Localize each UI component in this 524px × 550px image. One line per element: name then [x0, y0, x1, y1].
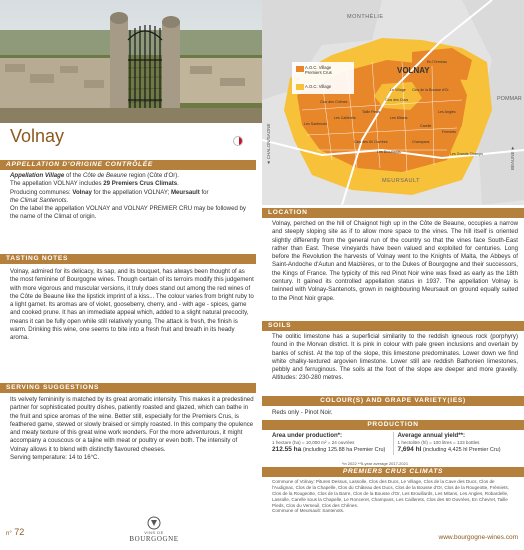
wine-glass-icon — [144, 516, 164, 530]
location-heading: LOCATION — [262, 208, 524, 218]
area-conversion: 1 hectare (ha) = 10,000 m² = 24 ouvrées — [272, 440, 355, 446]
logo-big-text: BOURGOGNE — [129, 535, 179, 544]
soils-heading: SOILS — [262, 321, 524, 331]
page-prefix: n° — [6, 531, 12, 537]
premier-legend-swatch — [296, 66, 304, 72]
map-label-monthelie: MONTHÉLIE — [347, 14, 384, 20]
page-number-value: 72 — [14, 527, 25, 537]
map-label-pommard: POMMAR — [497, 96, 522, 102]
legend-premiers: Premiers Crus — [305, 70, 332, 76]
map-climat-label: Les Brouillards — [377, 150, 401, 154]
village-legend-swatch — [296, 84, 304, 90]
production-footnote: *in 2022 **5-year average 2017-2021 — [342, 461, 409, 466]
serving-text: Its velvety femininity is matched by its great aromatic intensity. This makes it a predestined partner for sophisticated poultry dishes, patiently roasted and glazed, which can bathe in the fruit and spice aromas of the wine. Better still, especially for the Premiers Crus, is feathered game, stewed or slowly braised or simply roasted. In this company the opulence and meaty texture of this great wine work wonders. For the more adventurous, it might accompany a couscous or a tajine with meat or poultry or even both. The intensity of Volnay allows it to blend with distinctly flavoured cheeses. — [10, 396, 254, 453]
aoc-heading: APPELLATION D'ORIGINE CONTRÔLÉE — [0, 160, 256, 170]
map-climat-label: Clos des Ducs — [385, 98, 409, 102]
area-section — [272, 432, 393, 455]
aoc-text: region (Côte d'Or). — [126, 172, 179, 179]
yield-value: 7,694 hl — [397, 446, 422, 454]
area-value: 212.55 ha — [272, 446, 302, 454]
map-climat-label: Clos des 60 Ouvrées — [354, 140, 388, 144]
map-climat-label: Les Grands Champs — [450, 152, 483, 156]
colours-heading: COLOUR(S) AND GRAPE VARIETY(IES) — [262, 396, 524, 406]
climats-heading: PREMIERS CRUS CLIMATS — [262, 467, 524, 477]
map-title: VOLNAY — [397, 66, 430, 75]
map-climat-label: Carelle — [420, 124, 432, 128]
aoc-text: of the — [64, 172, 83, 179]
aoc-text: The appellation VOLNAY includes — [10, 180, 104, 188]
map-label-beaune: BEAUNE ► — [510, 145, 515, 170]
aoc-text: for the appellation VOLNAY; — [91, 188, 171, 196]
climats-text: Commune of Volnay: Pitures Dessus, Lassolle, Clos des Ducs, Le Village, Clos de la Cave des Ducs, Clos de l'Audignac, Clos de la Chapelle, Clos du Château des Ducs, Clos de la Bousse d'Or, Clos de la Rougeotte, Frémiets, Clos de la Rougeotte, Clos de la Barre, Clos de la Bousse d'Or, Les Brouillards, Les Mitans, Les Angles, Robardelle, Lassolle, Carelle sous la Chapelle, Le Ronceret, Champans, Les Caillerets, Clos des 60 Ouvrées, En Chevret, Taille Pieds, Clos du Verseuil, Clos des Chênes. — [272, 479, 509, 508]
bourgogne-logo — [106, 516, 202, 544]
aoc-commune: Volnay — [72, 188, 92, 196]
production-heading: PRODUCTION — [262, 420, 524, 430]
right-page — [262, 0, 524, 550]
yield-conversion: 1 hectolitre (hl) = 100 litres = 133 bottles — [397, 440, 480, 446]
page-number — [6, 526, 24, 538]
serving-heading: SERVING SUGGESTIONS — [0, 383, 256, 393]
map-climat-label: Fremiets — [442, 130, 456, 134]
legend-aoc: A.O.C. Village — [305, 65, 332, 70]
vineyard-gate-photo — [0, 0, 262, 123]
aoc-village: Appellation Village — [10, 172, 65, 179]
map-climat-label: Champans — [412, 140, 430, 144]
serving-temp: Serving temperature: 14 to 16°C. — [10, 453, 100, 461]
aoc-text: for — [199, 188, 209, 196]
colours-text: Reds only - Pinot Noir. — [272, 409, 333, 416]
aoc-text: Producing communes: — [10, 188, 73, 196]
map-climat-label: Les Angles — [438, 110, 456, 114]
area-detail: (including 125.88 ha Premier Cru) — [302, 447, 386, 454]
aoc-region: Côte de Beaune — [82, 172, 127, 179]
aoc-commune: Meursault — [170, 188, 200, 196]
yield-detail: (including 4,425 hl Premier Cru) — [422, 447, 501, 454]
website-link[interactable]: www.bourgogne-wines.com — [438, 534, 518, 541]
aoc-label-note: On the label the appellation VOLNAY and VOLNAY PREMIER CRU may be followed by the name of the Climat of origin. — [10, 205, 246, 221]
map-climat-label: Les Caillerets — [334, 116, 356, 120]
map-climat-label: Clos des Chênes — [320, 100, 348, 104]
aoc-text: . — [177, 180, 179, 188]
legend-village: A.O.C. Village — [305, 84, 332, 89]
french-flag-icon — [233, 136, 243, 146]
soils-text: The oolitic limestone has a superficial similarity to the reddish igneous rock (porphyry) found in the Morvan district. It is pink in colour with pale green inclusions and overlain by banks of schist. At the top of the slope, this limestone predominates. Lower down we find white chalky-textured argovien limestone. Lower still are reddish Bathonien limestones, pebbly and ferruginous. The soils at the foot of the slope are deeper and more gravelly. Altitudes: 230-280 metres. — [272, 333, 518, 382]
climats-meursault: Commune of Meursault: Santenots. — [272, 508, 345, 514]
tasting-text: Volnay, admired for its delicacy, its sap, and its bouquet, has always been thought of as the most feminine of Bourgogne wines. Though certain of its terroirs modify this judgement with more vigorous and muscular versions, it truly does stand out among the red wines of the Côte de Beaune like the lipstick imprint of a kiss... The colour varies from bright ruby to a light garnet. Its aromas are of violet, gooseberry, cherry, and - with age - spices, game and cooked prune. It has an immediate appeal which, added to a slight natural precocity, means it can be fully open while still relatively young. The attack is fresh, the finish is warm. Drinking this wine, one seems to bite into a fresh fruit and breath in its heady aroma. — [10, 268, 254, 342]
map-climat-label: Le Village — [390, 88, 406, 92]
map-label-meursault: MEURSAULT — [382, 178, 421, 184]
aoc-premiers-count: 29 Premiers Crus Climats — [103, 180, 178, 188]
page-title: Volnay — [10, 126, 65, 146]
map-climat-label: Les Mitans — [390, 116, 408, 120]
location-text: Volnay, perched on the hill of Chaignot high up in the Côte de Beaune, occupies a narrow and steeply sloping site as if to allow more space to the vines. The hill itself is oriented slightly differently from the general run of the country so that the vines face South-East rather than East. These vineyards have been valued and exploited for centuries. Long before the Revolution the harvests of Volnay went to the Knights of Malta, the Abbeys of Saint-Andoche d'Autun and Maizières, or to the Dukes of Bourgogne and their successors, the Kings of France. The typicity of this red Pinot Noir wine was fixed as early as the 18th century. It gained its controlled appellation status in 1937. The appellation Volnay is twinned with Volnay-Santenots, grown in neighbouring Meursault on ground equally suited to the Pinot Noir grape. — [272, 220, 518, 302]
map-climat-label: Clos de la Bousse d'Or — [412, 88, 449, 92]
tasting-heading: TASTING NOTES — [0, 254, 256, 264]
yield-section — [393, 432, 519, 455]
map-label-chalon: ◄ CHALON/SAONE — [266, 123, 271, 165]
logo-small-text: VINS DE — [144, 530, 164, 535]
map-legend — [305, 65, 332, 75]
map-climat-label: Les Santenots — [304, 122, 327, 126]
yield-label: Average annual yield**: — [397, 432, 466, 439]
map-climat-label: En l'Ormeau — [427, 60, 447, 64]
map-climat-label: Taille Pieds — [362, 110, 381, 114]
area-label: Area under production*: — [272, 432, 343, 439]
aoc-text: the Climat Santenots. — [10, 196, 69, 204]
